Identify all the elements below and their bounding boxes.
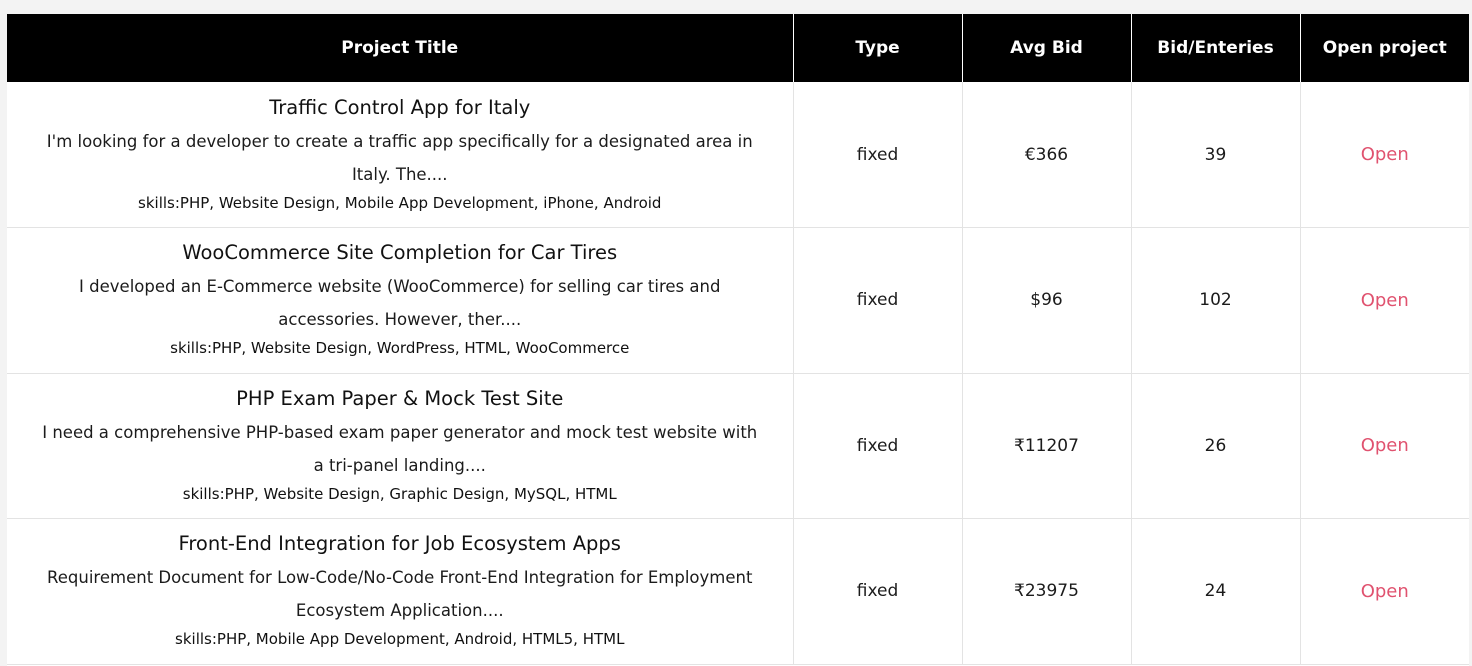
- project-type: fixed: [793, 373, 962, 519]
- open-project-link[interactable]: Open: [1360, 435, 1409, 457]
- table-row: [7, 82, 1469, 228]
- project-avg-bid: ₹11207: [962, 373, 1131, 519]
- project-description: Requirement Document for Low-Code/No-Code Front-End Integration for Employment Ecosystem Application....: [47, 568, 753, 621]
- table-row: [7, 519, 1469, 665]
- header-type: Type: [793, 14, 962, 82]
- table-row: [7, 228, 1469, 374]
- project-title: Traffic Control App for Italy: [269, 95, 531, 119]
- open-project-link[interactable]: Open: [1360, 580, 1409, 602]
- project-skills: skills:PHP, Mobile App Development, Android, HTML5, HTML: [175, 630, 625, 649]
- project-type: fixed: [793, 82, 962, 228]
- project-cell: [7, 519, 793, 665]
- open-project-link[interactable]: Open: [1360, 144, 1409, 165]
- project-avg-bid: ₹23975: [962, 519, 1131, 665]
- header-row: [7, 14, 1469, 82]
- project-description: I need a comprehensive PHP-based exam paper generator and mock test website with a tri-panel landing....: [42, 422, 758, 475]
- header-bid-entries: Bid/Enteries: [1131, 14, 1300, 82]
- header-open-project: Open project: [1300, 14, 1469, 82]
- open-project-cell: [1300, 373, 1469, 519]
- header-project-title: Project Title: [7, 14, 793, 82]
- project-type: fixed: [793, 519, 962, 665]
- project-avg-bid: $96: [962, 228, 1131, 374]
- project-description: I developed an E-Commerce website (WooCommerce) for selling car tires and accessories. However, ther....: [79, 277, 721, 330]
- project-avg-bid: €366: [962, 82, 1131, 228]
- project-bid-count: 39: [1131, 82, 1300, 228]
- project-skills: skills:PHP, Website Design, Mobile App Development, iPhone, Android: [138, 193, 662, 212]
- open-project-cell: [1300, 519, 1469, 665]
- open-project-cell: [1300, 82, 1469, 228]
- header-avg-bid: Avg Bid: [962, 14, 1131, 82]
- open-project-link[interactable]: Open: [1360, 289, 1409, 311]
- project-type: fixed: [793, 228, 962, 374]
- project-skills: skills:PHP, Website Design, Graphic Design, MySQL, HTML: [182, 484, 617, 503]
- project-description: I'm looking for a developer to create a traffic app specifically for a designated area in Italy. The....: [46, 131, 753, 184]
- project-cell: [7, 82, 793, 228]
- project-title: Front-End Integration for Job Ecosystem Apps: [178, 532, 621, 556]
- project-cell: [7, 228, 793, 374]
- table-body: [7, 82, 1469, 664]
- table-row: [7, 373, 1469, 519]
- project-title: WooCommerce Site Completion for Car Tires: [182, 241, 618, 265]
- projects-table-container: [7, 14, 1469, 666]
- project-bid-count: 26: [1131, 373, 1300, 519]
- project-skills: skills:PHP, Website Design, WordPress, HTML, WooCommerce: [170, 339, 630, 358]
- table-header: [7, 14, 1469, 82]
- project-cell: [7, 373, 793, 519]
- project-bid-count: 102: [1131, 228, 1300, 374]
- projects-table: [7, 14, 1469, 665]
- open-project-cell: [1300, 228, 1469, 374]
- project-bid-count: 24: [1131, 519, 1300, 665]
- project-title: PHP Exam Paper & Mock Test Site: [236, 386, 564, 410]
